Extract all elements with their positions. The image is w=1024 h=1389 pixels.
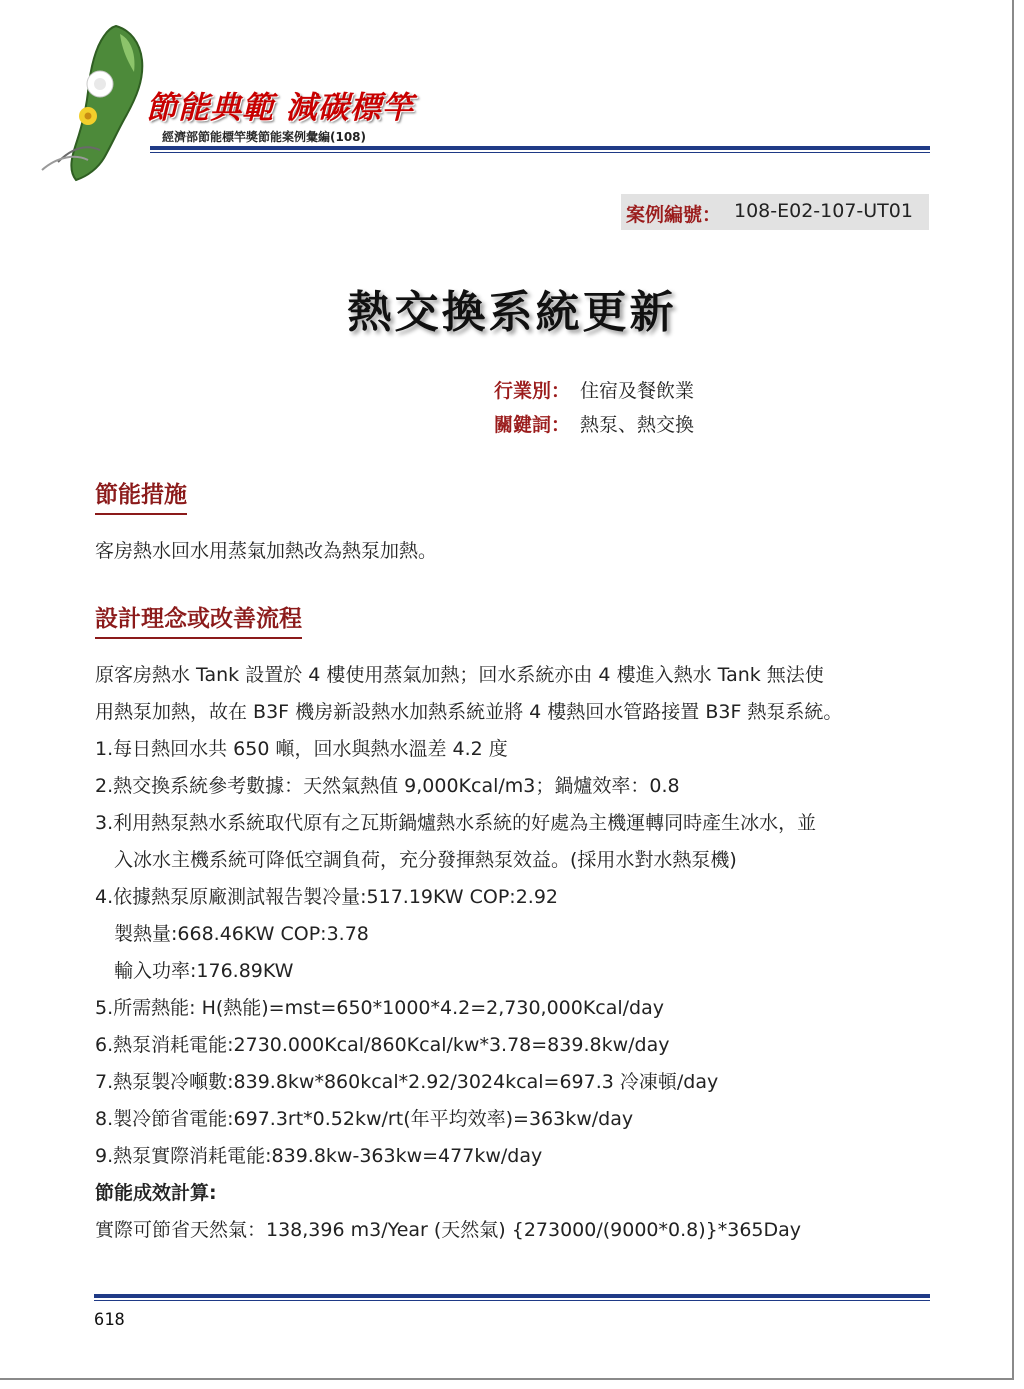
industry-label: 行業別： bbox=[494, 380, 571, 402]
design-item: 9.熱泵實際消耗電能:839.8kw-363kw=477kw/day bbox=[95, 1145, 543, 1167]
design-item: 4.依據熱泵原廠測試報告製冷量:517.19KW COP:2.92 bbox=[95, 886, 559, 908]
keywords-label: 關鍵詞： bbox=[494, 414, 571, 436]
design-item: 8.製冷節省電能:697.3rt*0.52kw/rt(年平均效率)=363kw/day bbox=[95, 1108, 634, 1130]
footer-rule-thin bbox=[94, 1300, 930, 1301]
page-title: 熱交換系統更新 bbox=[347, 287, 677, 338]
savings-calculation-text: 實際可節省天然氣：138,396 m3/Year (天然氣) {273000/(9000*0.8)}*365Day bbox=[95, 1219, 802, 1241]
design-item: 7.熱泵製冷噸數:839.8kw*860kcal*2.92/3024kcal=697.3 冷凍頓/day bbox=[95, 1071, 719, 1093]
design-line: 原客房熱水 Tank 設置於 4 樓使用蒸氣加熱；回水系統亦由 4 樓進入熱水 Tank 無法使 bbox=[95, 664, 824, 686]
section-heading-design: 設計理念或改善流程 bbox=[95, 600, 302, 639]
header-title: 節能典範 減碳標竿 bbox=[146, 90, 414, 126]
measures-text: 客房熱水回水用蒸氣加熱改為熱泵加熱。 bbox=[95, 540, 438, 562]
case-number-label: 案例編號： bbox=[626, 204, 722, 226]
header-subtitle: 經濟部節能標竿獎節能案例彙編(108) bbox=[162, 130, 367, 144]
section-heading-measures: 節能措施 bbox=[95, 476, 187, 515]
design-item-continued: 入冰水主機系統可降低空調負荷，充分發揮熱泵效益。(採用水對水熱泵機) bbox=[114, 849, 737, 871]
design-item: 2.熱交換系統參考數據：天然氣熱值 9,000Kcal/m3；鍋爐效率：0.8 bbox=[95, 775, 680, 797]
keywords-value: 熱泵、熱交換 bbox=[580, 414, 695, 436]
design-item-continued: 輸入功率:176.89KW bbox=[114, 960, 294, 982]
industry-value: 住宿及餐飲業 bbox=[580, 380, 695, 402]
design-item-continued: 製熱量:668.46KW COP:3.78 bbox=[114, 923, 369, 945]
savings-calculation-heading: 節能成效計算: bbox=[95, 1182, 217, 1204]
header-rule-thin bbox=[150, 152, 930, 153]
footer-rule bbox=[94, 1294, 930, 1298]
case-number-value: 108-E02-107-UT01 bbox=[734, 200, 913, 222]
page-number: 618 bbox=[94, 1310, 125, 1330]
design-item: 1.每日熱回水共 650 噸，回水與熱水溫差 4.2 度 bbox=[95, 738, 508, 760]
design-item: 6.熱泵消耗電能:2730.000Kcal/860Kcal/kw*3.78=839.8kw/day bbox=[95, 1034, 670, 1056]
design-line: 用熱泵加熱，故在 B3F 機房新設熱水加熱系統並將 4 樓熱回水管路接置 B3F 熱泵系統。 bbox=[95, 701, 843, 723]
header-rule bbox=[150, 146, 930, 150]
design-item: 3.利用熱泵熱水系統取代原有之瓦斯鍋爐熱水系統的好處為主機運轉同時產生冰水，並 bbox=[95, 812, 817, 834]
design-item: 5.所需熱能: H(熱能)=mst=650*1000*4.2=2,730,000Kcal/day bbox=[95, 997, 665, 1019]
